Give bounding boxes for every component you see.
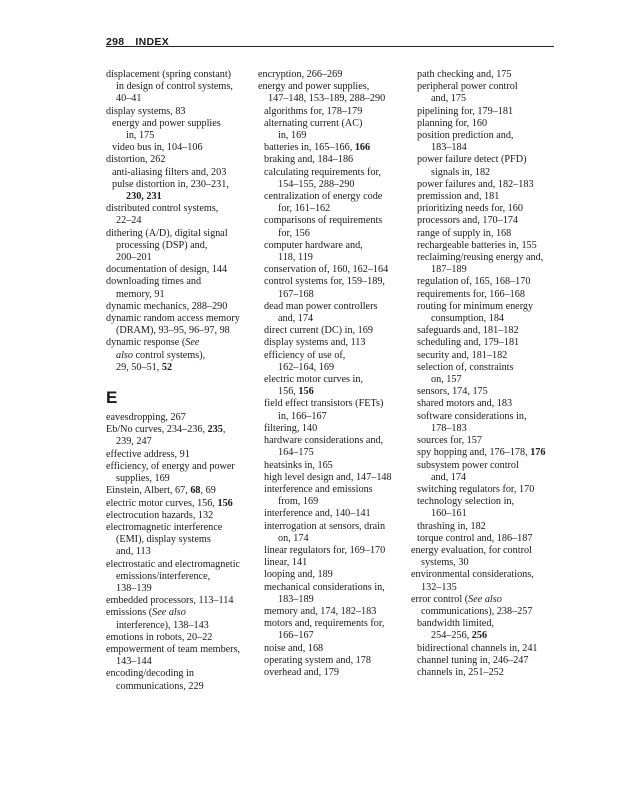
index-entry — [258, 81, 408, 105]
index-subentry — [411, 411, 561, 435]
entry-line: planning for, 160 — [417, 117, 488, 129]
entry-line: supplies, 169 — [116, 473, 170, 485]
entry-line: dead man power controllers — [264, 300, 378, 312]
entry-line: in design of control systems, — [116, 81, 233, 93]
index-subentry — [411, 667, 561, 679]
entry-line: comparisons of requirements — [264, 215, 383, 227]
entry-line: path checking and, 175 — [417, 69, 512, 80]
index-subentry — [411, 191, 561, 203]
entry-line: also control systems), — [116, 349, 206, 361]
index-subentry — [411, 325, 561, 337]
entry-line: overhead and, 179 — [264, 666, 339, 678]
index-column-1 — [106, 69, 256, 693]
entry-line: and, 175 — [431, 93, 467, 105]
entry-line: operating system and, 178 — [264, 654, 371, 666]
entry-line: efficiency, of energy and power — [106, 460, 235, 472]
entry-line: motors and, requirements for, — [264, 618, 385, 630]
index-subentry — [411, 106, 561, 118]
entry-line: rechargeable batteries in, 155 — [417, 239, 537, 251]
index-entry — [411, 569, 561, 593]
index-subentry — [258, 215, 408, 239]
entry-line: memory, 91 — [116, 288, 165, 300]
entry-line: safeguards and, 181–182 — [417, 325, 519, 337]
entry-line: eavesdropping, 267 — [106, 412, 186, 424]
entry-line: looping and, 189 — [264, 569, 333, 581]
entry-line: 200–201 — [116, 252, 152, 264]
index-subentry — [411, 179, 561, 191]
entry-line: anti-aliasing filters and, 203 — [112, 166, 227, 178]
entry-line: processing (DSP) and, — [116, 239, 208, 251]
entry-line: 156, 156 — [278, 386, 314, 398]
entry-line: computer hardware and, — [264, 239, 363, 251]
entry-line: shared motors and, 183 — [417, 398, 513, 410]
entry-line: 178–183 — [431, 422, 467, 434]
index-subentry — [258, 472, 408, 484]
index-entry — [258, 69, 408, 81]
index-subentry — [411, 618, 561, 642]
index-subentry — [411, 521, 561, 533]
index-entry — [106, 154, 256, 166]
index-subentry — [411, 154, 561, 178]
index-entry — [106, 485, 256, 497]
index-subentry — [258, 167, 408, 191]
entries-d — [106, 69, 256, 374]
entry-line: 166–167 — [278, 630, 314, 642]
entry-line: from, 169 — [278, 496, 319, 508]
index-entry — [106, 559, 256, 596]
index-subentry — [411, 252, 561, 276]
entry-line: requirements for, 166–168 — [417, 288, 525, 300]
entry-line: alternating current (AC) — [264, 117, 363, 129]
index-entry — [106, 69, 256, 106]
index-subentry — [258, 191, 408, 215]
entry-line: in, 169 — [278, 130, 307, 142]
index-subentry — [258, 142, 408, 154]
entry-line: electric motor curves, 156, 156 — [106, 497, 233, 509]
index-entry — [411, 545, 561, 569]
entry-line: heatsinks in, 165 — [264, 459, 333, 471]
entry-line: algorithms for, 178–179 — [264, 105, 363, 117]
entry-line: distortion, 262 — [106, 154, 166, 166]
index-subentry — [258, 508, 408, 520]
entry-line: power failure detect (PFD) — [417, 154, 527, 166]
index-entry — [106, 106, 256, 118]
entry-line: centralization of energy code — [264, 191, 383, 203]
index-subentry — [411, 496, 561, 520]
entry-line: range of supply in, 168 — [417, 227, 512, 239]
index-subentry — [258, 569, 408, 581]
index-subentry — [258, 374, 408, 398]
entry-line: electric motor curves in, — [264, 374, 364, 386]
index-subentry — [258, 521, 408, 545]
entry-line: linear regulators for, 169–170 — [264, 544, 386, 556]
index-subentry — [411, 215, 561, 227]
index-subentry — [258, 276, 408, 300]
index-subentry — [411, 643, 561, 655]
entry-line: dynamic random access memory — [106, 313, 240, 325]
running-header — [106, 32, 554, 47]
entry-line: emotions in robots, 20–22 — [106, 631, 213, 643]
index-subentry — [258, 325, 408, 337]
entry-line: communications), 238–257 — [421, 605, 533, 617]
entries-energy-cont — [411, 69, 561, 679]
entry-line: encryption, 266–269 — [258, 69, 343, 80]
index-subentry — [411, 533, 561, 545]
entry-line: 230, 231 — [126, 191, 162, 203]
index-entry — [106, 264, 256, 276]
entry-line: 187–189 — [431, 264, 467, 276]
entry-line: emissions/interference, — [116, 570, 211, 582]
index-entry — [106, 595, 256, 607]
entry-line: regulation of, 165, 168–170 — [417, 276, 531, 288]
index-subentry — [411, 203, 561, 215]
entry-line: 164–175 — [278, 447, 314, 459]
entry-line: encoding/decoding in — [106, 668, 194, 680]
entry-line: scheduling and, 179–181 — [417, 337, 520, 349]
index-subentry — [258, 643, 408, 655]
entry-line: pipelining for, 179–181 — [417, 105, 514, 117]
entry-line: thrashing in, 182 — [417, 520, 486, 532]
entry-line: reclaiming/reusing energy and, — [417, 252, 544, 264]
entry-line: energy and power supplies, — [258, 81, 370, 93]
entries-energy — [258, 69, 408, 679]
entry-line: electrostatic and electromagnetic — [106, 558, 241, 570]
index-subentry — [411, 362, 561, 386]
index-entry — [106, 313, 256, 337]
entry-line: filtering, 140 — [264, 422, 318, 434]
index-entry — [106, 498, 256, 510]
page-number: 298 — [106, 36, 125, 48]
entry-line: on, 174 — [278, 532, 309, 544]
index-subentry — [411, 435, 561, 447]
entry-line: signals in, 182 — [431, 166, 491, 178]
entry-line: energy and power supplies — [112, 117, 221, 129]
index-subentry — [411, 398, 561, 410]
index-subentry — [258, 264, 408, 276]
index-subentry — [411, 118, 561, 130]
entry-line: 22–24 — [116, 215, 142, 227]
index-subentry — [106, 167, 256, 179]
entry-line: embedded processors, 113–114 — [106, 595, 234, 607]
index-subentry — [411, 69, 561, 81]
entry-line: interference and emissions — [264, 483, 373, 495]
entry-line: subsystem power control — [417, 459, 519, 471]
index-entry — [106, 668, 256, 692]
entry-line: display systems, 83 — [106, 105, 186, 117]
entry-line: video bus in, 104–106 — [112, 142, 203, 154]
entry-line: distributed control systems, — [106, 203, 219, 215]
entry-line: 29, 50–51, 52 — [116, 361, 173, 373]
entry-line: for, 161–162 — [278, 203, 331, 215]
entry-line: error control (See also — [411, 593, 502, 605]
index-subentry — [411, 289, 561, 301]
entry-line: spy hopping and, 176–178, 176 — [417, 447, 546, 459]
index-subentry — [106, 118, 256, 142]
index-subentry — [411, 337, 561, 349]
section-letter: E — [106, 388, 118, 408]
index-entry — [106, 449, 256, 461]
entry-line: control systems for, 159–189, — [264, 276, 385, 288]
entry-line: communications, 229 — [116, 680, 204, 692]
entries-e — [106, 412, 256, 693]
entry-line: 143–144 — [116, 656, 152, 668]
index-entry — [106, 510, 256, 522]
entry-line: 183–189 — [278, 593, 314, 605]
index-subentry — [411, 386, 561, 398]
index-subentry — [411, 460, 561, 484]
entry-line: power failures and, 182–183 — [417, 178, 534, 190]
index-subentry — [106, 179, 256, 203]
entry-line: sources for, 157 — [417, 435, 482, 447]
index-subentry — [258, 545, 408, 557]
entry-line: field effect transistors (FETs) — [264, 398, 384, 410]
index-subentry — [258, 154, 408, 166]
entry-line: empowerment of team members, — [106, 643, 241, 655]
entry-line: 162–164, 169 — [278, 361, 335, 373]
entry-line: on, 157 — [431, 374, 462, 386]
index-subentry — [258, 118, 408, 142]
entry-line: channels in, 251–252 — [417, 666, 504, 678]
index-entry — [411, 594, 561, 618]
entry-line: sensors, 174, 175 — [417, 386, 488, 398]
index-subentry — [411, 240, 561, 252]
index-entry — [106, 644, 256, 668]
entry-line: 154–155, 288–290 — [278, 178, 355, 190]
entry-line: environmental considerations, — [411, 569, 534, 581]
entry-line: for, 156 — [278, 227, 310, 239]
index-subentry — [411, 301, 561, 325]
entry-line: and, 174 — [278, 313, 314, 325]
index-subentry — [411, 81, 561, 105]
entry-line: memory and, 174, 182–183 — [264, 605, 377, 617]
index-subentry — [258, 655, 408, 667]
entry-line: security and, 181–182 — [417, 349, 508, 361]
entry-line: technology selection in, — [417, 496, 515, 508]
index-entry — [106, 461, 256, 485]
entry-line: position prediction and, — [417, 130, 514, 142]
entry-line: 118, 119 — [278, 252, 313, 264]
entry-line: 167–168 — [278, 288, 314, 300]
entry-line: 132–135 — [421, 581, 457, 593]
entry-line: conservation of, 160, 162–164 — [264, 264, 389, 276]
entry-line: and, 174 — [431, 471, 467, 483]
index-entry — [106, 522, 256, 559]
entry-line: braking and, 184–186 — [264, 154, 354, 166]
index-subentry — [258, 423, 408, 435]
entry-line: 138–139 — [116, 582, 152, 594]
index-subentry — [258, 484, 408, 508]
entry-line: high level design and, 147–148 — [264, 471, 392, 483]
entry-line: 160–161 — [431, 508, 467, 520]
index-entry — [106, 228, 256, 265]
entry-line: 40–41 — [116, 93, 142, 105]
index-subentry — [258, 460, 408, 472]
entry-line: efficiency of use of, — [264, 349, 346, 361]
entry-line: in, 166–167 — [278, 410, 327, 422]
index-subentry — [258, 350, 408, 374]
entry-line: noise and, 168 — [264, 642, 324, 654]
entry-line: bidirectional channels in, 241 — [417, 642, 538, 654]
entry-line: direct current (DC) in, 169 — [264, 325, 373, 337]
entry-line: consumption, 184 — [431, 313, 505, 325]
index-subentry — [411, 447, 561, 459]
entry-line: 239, 247 — [116, 436, 152, 448]
entry-line: torque control and, 186–187 — [417, 532, 533, 544]
index-subentry — [258, 301, 408, 325]
entry-line: (DRAM), 93–95, 96–97, 98 — [116, 325, 230, 337]
index-subentry — [411, 350, 561, 362]
entry-line: calculating requirements for, — [264, 166, 381, 178]
index-entry — [106, 203, 256, 227]
index-entry — [106, 337, 256, 374]
entry-line: systems, 30 — [421, 557, 469, 569]
entry-line: hardware considerations and, — [264, 435, 384, 447]
index-subentry — [258, 240, 408, 264]
index-subentry — [106, 142, 256, 154]
entry-line: (EMI), display systems — [116, 534, 211, 546]
entry-line: Eb/No curves, 234–236, 235, — [106, 424, 226, 436]
index-entry — [106, 424, 256, 448]
entry-line: interrogation at sensors, drain — [264, 520, 386, 532]
entry-line: emissions (See also — [106, 607, 186, 619]
index-subentry — [258, 582, 408, 606]
entry-line: switching regulators for, 170 — [417, 483, 535, 495]
entry-line: bandwidth limited, — [417, 618, 494, 630]
index-subentry — [411, 484, 561, 496]
entry-line: 183–184 — [431, 142, 467, 154]
entry-line: downloading times and — [106, 276, 202, 288]
entry-line: in, 175 — [126, 130, 155, 142]
entry-line: 147–148, 153–189, 288–290 — [268, 93, 386, 105]
index-subentry — [411, 655, 561, 667]
entry-line: premission and, 181 — [417, 191, 500, 203]
entry-line: display systems and, 113 — [264, 337, 366, 349]
entry-line: peripheral power control — [417, 81, 518, 93]
entry-line: interference and, 140–141 — [264, 508, 371, 520]
index-subentry — [258, 606, 408, 618]
index-subentry — [411, 276, 561, 288]
entry-line: energy evaluation, for control — [411, 544, 532, 556]
entry-line: processors and, 170–174 — [417, 215, 519, 227]
entry-line: Einstein, Albert, 67, 68, 69 — [106, 485, 216, 497]
index-entry — [106, 412, 256, 424]
index-subentry — [411, 228, 561, 240]
entry-line: selection of, constraints — [417, 361, 514, 373]
index-subentry — [258, 435, 408, 459]
entry-line: prioritizing needs for, 160 — [417, 203, 523, 215]
index-entry — [106, 276, 256, 300]
entry-line: and, 113 — [116, 546, 151, 558]
entry-line: documentation of design, 144 — [106, 264, 228, 276]
entry-line: electrocution hazards, 132 — [106, 509, 214, 521]
index-subentry — [258, 398, 408, 422]
entry-line: software considerations in, — [417, 410, 527, 422]
entry-line: effective address, 91 — [106, 448, 190, 460]
entry-line: electromagnetic interference — [106, 521, 223, 533]
header-title: INDEX — [135, 36, 170, 48]
index-entry — [106, 607, 256, 631]
index-subentry — [258, 557, 408, 569]
index-entry — [106, 301, 256, 313]
index-subentry — [258, 337, 408, 349]
entry-line: displacement (spring constant) — [106, 69, 232, 80]
index-column-3 — [411, 69, 561, 679]
index-subentry — [258, 667, 408, 679]
index-entry — [106, 632, 256, 644]
entry-line: dynamic response (See — [106, 337, 200, 349]
entry-line: linear, 141 — [264, 557, 308, 569]
index-subentry — [411, 130, 561, 154]
entry-line: dithering (A/D), digital signal — [106, 227, 228, 239]
entry-line: channel tuning in, 246–247 — [417, 654, 529, 666]
entry-line: pulse distortion in, 230–231, — [112, 178, 229, 190]
index-column-2 — [258, 69, 408, 679]
index-subentry — [258, 106, 408, 118]
entry-line: interference), 138–143 — [116, 619, 209, 631]
index-subentry — [258, 618, 408, 642]
entry-line: routing for minimum energy — [417, 300, 534, 312]
entry-line: 254–256, 256 — [431, 630, 488, 642]
entry-line: mechanical considerations in, — [264, 581, 385, 593]
entry-line: dynamic mechanics, 288–290 — [106, 300, 228, 312]
entry-line: batteries in, 165–166, 166 — [264, 142, 371, 154]
